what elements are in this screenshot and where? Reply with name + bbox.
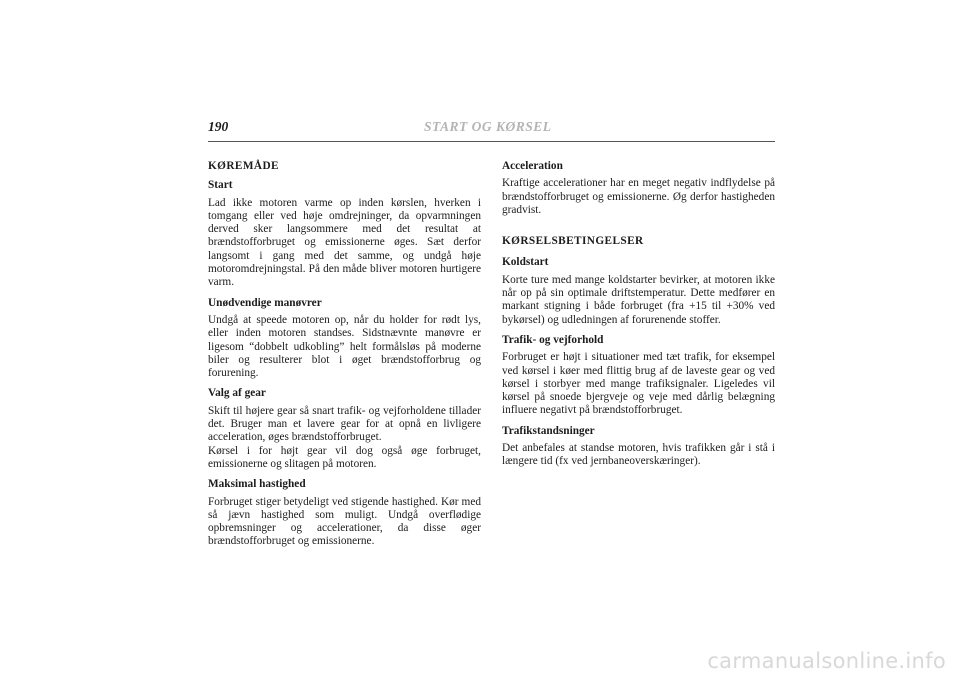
right-column	[502, 160, 775, 476]
heading-start: Start	[208, 179, 233, 192]
paragraph-valg-af-gear: Skift til højere gear så snart trafik- og vejforholdene tillader det. Bruger man et lavere gear for at opnå en livligere acceleration, øges brændstofforbruget.	[208, 404, 481, 444]
paragraph-trafikstandsninger: Det anbefales at standse motoren, hvis trafikken går i stå i længere tid (fx ved jernbaneoverskæringer).	[502, 442, 775, 468]
paragraph-unodvendige-manovrer: Undgå at speede motoren op, når du holder for rødt lys, eller inden motoren standses. Sidstnævnte manøvre er ligesom “dobbelt udkobling” helt formålsløs på moderne biler og resulterer blot i øget brændstofforbrug og forurening.	[208, 313, 481, 380]
heading-unodvendige-manovrer: Unødvendige manøvrer	[208, 296, 322, 309]
heading-acceleration: Acceleration	[502, 160, 563, 172]
spacer	[502, 224, 775, 235]
heading-koldstart: Koldstart	[502, 256, 549, 269]
heading-korselsbetingelser: KØRSELSBETINGELSER	[502, 235, 644, 248]
heading-valg-af-gear: Valg af gear	[208, 387, 266, 400]
paragraph-start: Lad ikke motoren varme op inden kørslen, hverken i tomgang eller ved høje omdrejninger, da opvarmningen derved sker langsommere med det resultat at brændstofforbruget og emissionerne øges. Sæt derfor langsomt i gang med det samme, og undgå høje motoromdrejningstal. På den måde bliver motoren hurtigere varm.	[208, 196, 481, 289]
left-column	[208, 160, 481, 556]
header-divider	[208, 141, 775, 142]
section-title: START OG KØRSEL	[424, 119, 552, 134]
heading-trafikstandsninger: Trafikstandsninger	[502, 424, 595, 437]
heading-trafik-og-vejforhold: Trafik- og vejforhold	[502, 333, 604, 346]
heading-koremade: KØREMÅDE	[208, 160, 279, 172]
paragraph-koldstart: Korte ture med mange koldstarter bevirker, at motoren ikke når op på sin optimale driftstemperatur. Dette medfører en markant stigning i både forbruget (fra +15 til +30% ved bykørsel) og udledningen af forurenende stoffer.	[502, 273, 775, 326]
paragraph-valg-af-gear-2: Kørsel i for højt gear vil dog også øge forbruget, emissionerne og slitagen på motoren.	[208, 444, 481, 470]
paragraph-acceleration: Kraftige accelerationer har en meget negativ indflydelse på brændstofforbruget og emissionerne. Øg derfor hastigheden gradvist.	[502, 177, 775, 216]
paragraph-trafik-og-vejforhold: Forbruget er højt i situationer med tæt trafik, for eksempel ved kørsel i køer med flittig brug af de laveste gear og ved kørsel i storbyer med mange trafiksignaler. Ligeledes vil kørsel på snoede bjergveje og veje med dårlig belægning influere negativt på brændstofforbruget.	[502, 351, 775, 417]
page-number: 190	[208, 119, 229, 134]
page-header	[208, 119, 775, 139]
heading-maksimal-hastighed: Maksimal hastighed	[208, 478, 306, 491]
watermark-text: carmanualsonline.info	[707, 649, 946, 673]
paragraph-maksimal-hastighed: Forbruget stiger betydeligt ved stigende hastighed. Kør med så jævn hastighed som muligt. Undgå overflødige opbremsninger og accelerationer, da disse øger brændstofforbruget og emissionerne.	[208, 495, 481, 548]
